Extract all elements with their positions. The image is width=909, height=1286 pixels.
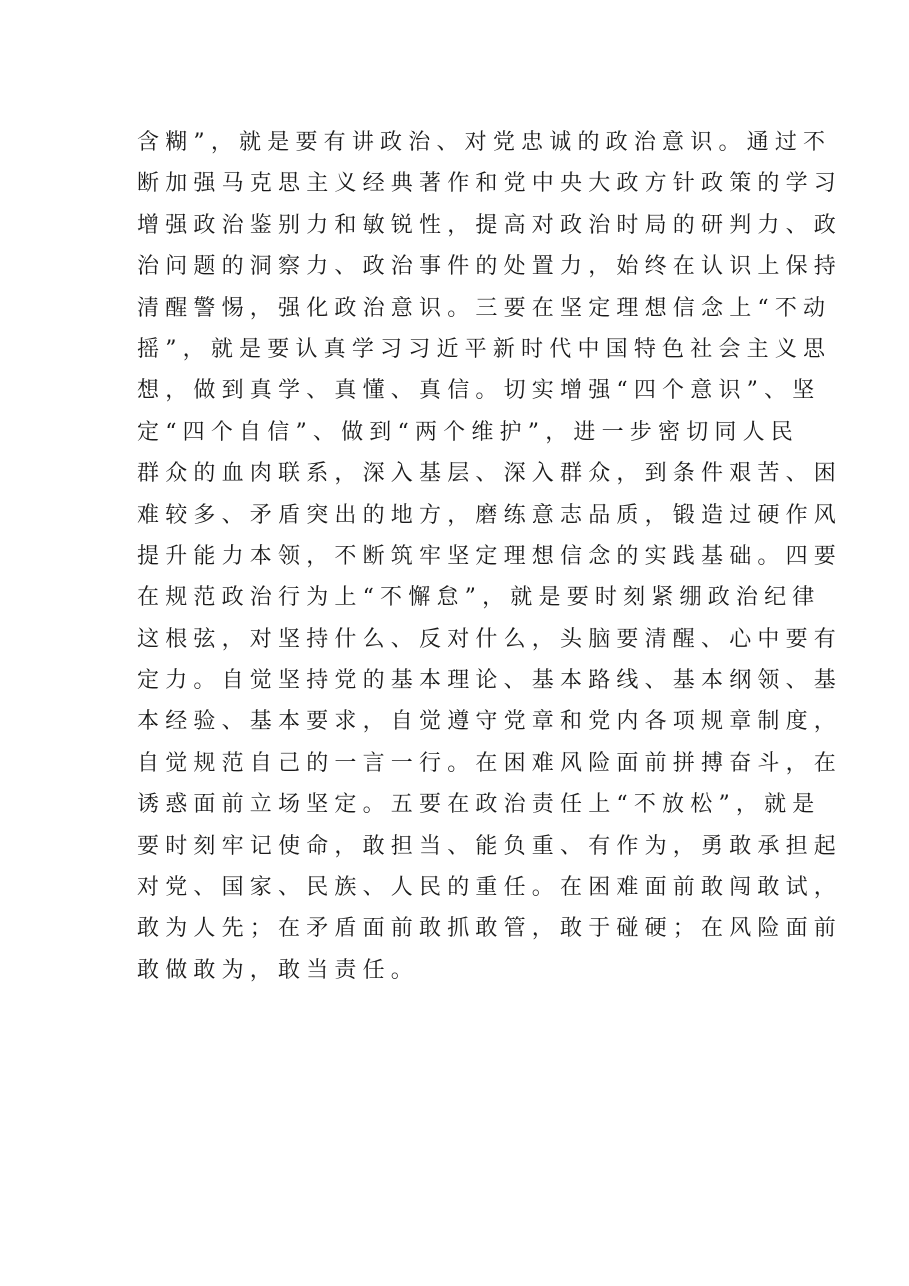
text-line: 要时刻牢记使命，敢担当、能负重、有作为，勇敢承担起 [137,833,843,859]
text-line: 难较多、矛盾突出的地方，磨练意志品质，锻造过硬作风 [137,502,843,528]
text-line: 诱惑面前立场坚定。五要在政治责任上“不放松”，就是 [137,792,821,818]
text-line: 清醒警惕，强化政治意识。三要在坚定理想信念上“不动 [137,295,832,321]
text-line: 定“四个自信”、做到“两个维护”，进一步密切同人民 [137,419,799,445]
text-line: 定力。自觉坚持党的基本理论、基本路线、基本纲领、基 [137,668,843,694]
text-line: 敢为人先；在矛盾面前敢抓敢管，敢于碰硬；在风险面前 [137,916,843,942]
text-line: 含糊”，就是要有讲政治、对党忠诚的政治意识。通过不 [137,130,832,155]
text-line: 断加强马克思主义经典著作和党中央大政方针政策的学习 [137,171,843,197]
text-line: 这根弦，对坚持什么、反对什么，头脑要清醒、心中要有 [137,626,843,652]
text-line: 治问题的洞察力、政治事件的处置力，始终在认识上保持 [137,254,843,280]
text-line: 群众的血肉联系，深入基层、深入群众，到条件艰苦、困 [137,461,843,487]
text-line: 敢做敢为，敢当责任。 [137,957,420,983]
text-line: 本经验、基本要求，自觉遵守党章和党内各项规章制度， [137,709,843,735]
text-line: 自觉规范自己的一言一行。在困难风险面前拼搏奋斗，在 [137,750,843,776]
text-line: 对党、国家、民族、人民的重任。在困难面前敢闯敢试， [137,875,843,901]
text-line: 想，做到真学、真懂、真信。切实增强“四个意识”、坚 [137,378,821,404]
text-line: 在规范政治行为上“不懈怠”，就是要时刻紧绷政治纪律 [137,585,821,611]
text-line: 摇”，就是要认真学习习近平新时代中国特色社会主义思 [137,336,832,362]
text-line: 增强政治鉴别力和敏锐性，提高对政治时局的研判力、政 [137,212,843,238]
body-paragraph [137,122,843,991]
text-line: 提升能力本领，不断筑牢坚定理想信念的实践基础。四要 [137,543,843,569]
